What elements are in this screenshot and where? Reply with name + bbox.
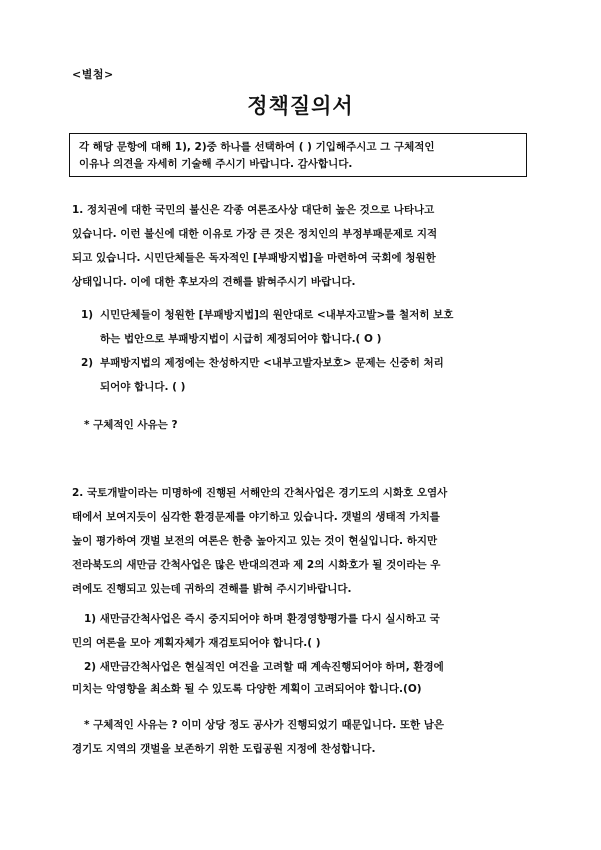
document-title: 정책질의서	[247, 94, 354, 118]
option-number: 2)	[81, 357, 94, 369]
question-1-option-2	[81, 351, 531, 399]
question-2-option-1	[72, 607, 532, 655]
question-1-option-1	[81, 303, 531, 351]
question-2-option-2	[72, 656, 532, 700]
question-2-intro	[72, 481, 532, 601]
question-1-intro	[72, 198, 532, 294]
attachment-label: <별첨>	[72, 68, 114, 81]
question-line: 상태입니다. 이에 대한 후보자의 견해를 밝혀주시기 바랍니다.	[72, 276, 356, 288]
question-line: 있습니다. 이런 불신에 대한 이유로 가장 큰 것은 정치인의 부정부패문제로 지적	[72, 228, 438, 240]
option-number: 1)	[81, 309, 94, 321]
reason-line: 경기도 지역의 갯벌을 보존하기 위한 도립공원 지정에 찬성합니다.	[72, 743, 376, 755]
question-line: 2. 국토개발이라는 미명하에 진행된 서해안의 간척사업은 경기도의 시화호 오염사	[72, 487, 448, 499]
option-line: 미치는 악영향을 최소화 될 수 있도록 다양한 계획이 고려되어야 합니다.(O)	[72, 683, 422, 695]
question-line: 되고 있습니다. 시민단체들은 독자적인 [부패방지법]을 마련하여 국회에 청원한	[72, 252, 436, 264]
instruction-line: 각 해당 문항에 대해 1), 2)중 하나를 선택하여 ( ) 기입해주시고 그 구체적인	[79, 141, 435, 153]
question-line: 1. 정치권에 대한 국민의 불신은 각종 여론조사상 대단히 높은 것으로 나타나고	[72, 204, 435, 216]
option-line: 부패방지법의 제정에는 찬성하지만 <내부고발자보호> 문제는 신중히 처리	[100, 357, 444, 369]
instruction-box	[69, 133, 527, 177]
option-number: 1)	[84, 613, 97, 625]
question-1-reason: * 구체적인 사유는 ?	[84, 419, 178, 431]
question-line: 태에서 보여지듯이 심각한 환경문제를 야기하고 있습니다. 갯벌의 생태적 가치를	[72, 511, 440, 523]
question-line: 려에도 진행되고 있는데 귀하의 견해를 밝혀 주시기바랍니다.	[72, 583, 352, 595]
question-2-reason	[72, 713, 532, 761]
option-line: 새만금간척사업은 즉시 중지되어야 하며 환경영향평가를 다시 실시하고 국	[99, 613, 440, 625]
option-line: 되어야 합니다. ( )	[100, 381, 186, 393]
reason-line: * 구체적인 사유는 ? 이미 상당 정도 공사가 진행되었기 때문입니다. 또한 남은	[84, 719, 445, 731]
instruction-line: 이유나 의견을 자세히 기술해 주시기 바랍니다. 감사합니다.	[79, 158, 353, 170]
option-line: 민의 여론을 모아 계획자체가 재검토되어야 합니다.( )	[72, 637, 321, 649]
question-line: 높이 평가하여 갯벌 보전의 여론은 한층 높아지고 있는 것이 현실입니다. 하지만	[72, 535, 438, 547]
option-number: 2)	[84, 661, 97, 673]
option-line: 시민단체들이 청원한 [부패방지법]의 원안대로 <내부자고발>를 철저히 보호	[100, 309, 454, 321]
option-line: 하는 법안으로 부패방지법이 시급히 제정되어야 합니다.( O )	[100, 333, 382, 345]
question-line: 전라북도의 새만금 간척사업은 많은 반대의견과 제 2의 시화호가 될 것이라는 우	[72, 559, 441, 571]
option-line: 새만금간척사업은 현실적인 여건을 고려할 때 계속진행되어야 하며, 환경에	[99, 661, 444, 673]
